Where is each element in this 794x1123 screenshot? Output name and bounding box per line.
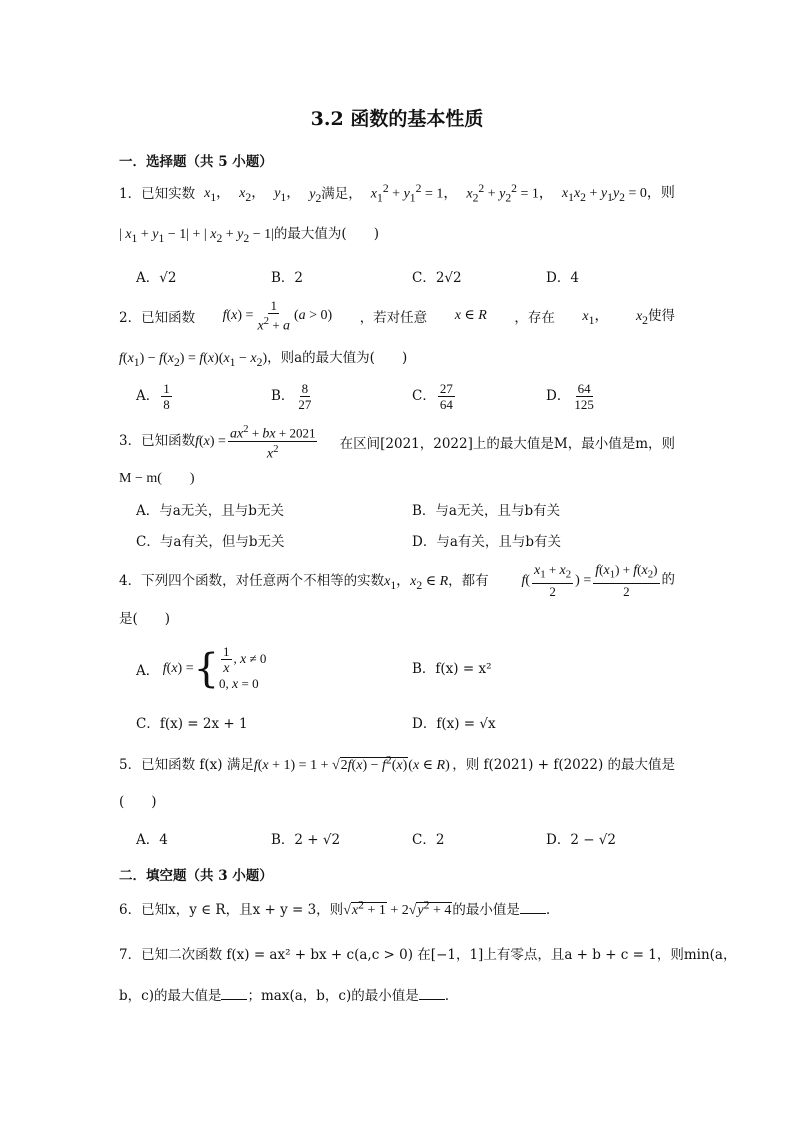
question-2-text-a: ，若对任意 xyxy=(359,309,428,326)
question-2-line-1: 2．已知函数 f(x) = $\frac{1}{x^2 + a}$ (a > 0) ，若对任意 x ∈ R ，存在 $x_1$， $x_2$使得 xyxy=(119,298,675,334)
question-3-option-d: D．与a有关，且与b有关 xyxy=(412,534,562,550)
question-6-text-b: 的最小值是 xyxy=(452,902,520,918)
question-4-option-c: C．f(x) = 2x + 1 xyxy=(136,716,248,732)
question-5-option-d: D．2 − √2 xyxy=(546,832,616,848)
question-2-line-2: $f(x_1) - f(x_2) = f(x)(x_1 - x_2)$，则a的最大值为( ) xyxy=(119,350,408,369)
question-3-number: 3．已知函数 xyxy=(119,433,196,450)
question-5-line-1: 5．已知函数 f(x) 满足$f(x + 1) = 1 + √2f(x) - f^2(x)(x$ ∈ R) ，则 f(2021) + f(2022) 的最大值是 xyxy=(119,753,675,773)
question-7-line-2: b，c)的最大值是 ；max(a，b，c)的最小值是 . xyxy=(119,988,450,1004)
question-4-option-b: B．f(x) = x² xyxy=(412,661,492,677)
brace-icon: { xyxy=(193,645,220,692)
question-5-text: ，则 f(2021) + f(2022) 的最大值是 xyxy=(452,757,675,773)
question-4-text: ，都有 xyxy=(448,572,489,589)
question-7-text-a: b，c)的最大值是 xyxy=(119,988,222,1004)
question-1-option-b: B．2 xyxy=(271,270,304,286)
question-7-line-1: 7．已知二次函数 f(x) = ax² + bx + c(a,c > 0) 在[−1，1]上有零点，且a + b + c = 1，则min(a， xyxy=(119,947,737,963)
question-4-option-a: A． f(x) = { $\frac{1}{x}$ , x ≠ 0 0, x = 0 xyxy=(136,644,267,692)
question-1-line-1: 1．已知实数 $x_1$， $x_2$， $y_1$， $y_2$满足， $x_1^2 + y_1^2 = 1$， $x_2^2 + y_2^2 = 1$， $x_1x_2 + y_1y_2 = 0$，则 xyxy=(119,182,675,205)
question-3-line-2: M − m( ) xyxy=(119,471,195,486)
question-4-option-d: D．f(x) = √x xyxy=(412,716,496,732)
question-1-number: 1．已知实数 xyxy=(119,186,196,202)
question-3-text: 在区间[2021，2022]上的最大值是M，最小值是m，则 xyxy=(339,435,675,452)
question-4-line-2: 是( ) xyxy=(119,611,171,627)
question-4-line-1: 4．下列四个函数，对任意两个不相等的实数$x_1$，$x_2$ ∈ R，都有 f( $\frac{x_1 + x_2}{2}$ ) = $\frac{f(x_1) + f(x_2)}{2}$ 的 xyxy=(119,562,675,599)
question-3-option-c: C．与a有关，但与b无关 xyxy=(136,534,285,550)
question-2-option-c: C． $\frac{27}{64}$ xyxy=(412,381,453,412)
question-2-option-d: D． $\frac{64}{125}$ xyxy=(546,381,594,412)
question-2-number: 2．已知函数 xyxy=(119,309,196,326)
question-5-option-b: B．2 + √2 xyxy=(271,832,341,848)
question-3-line-1: 3．已知函数f(x) = $\frac{ax^2 + bx + 2021}{x^2}$ 在区间[2021，2022]上的最大值是M，最小值是m，则 xyxy=(119,423,675,462)
section-heading-fill-in: 二．填空题（共 3 小题） xyxy=(119,868,273,884)
question-1-stem-end: 的最大值为( ) xyxy=(273,226,379,242)
answer-blank[interactable] xyxy=(520,901,546,914)
question-1-option-d: D．4 xyxy=(546,270,579,286)
question-5-number: 5．已知函数 f(x) 满足 xyxy=(119,757,254,773)
question-3-option-b: B．与a无关，且与b有关 xyxy=(412,503,561,519)
answer-blank[interactable] xyxy=(419,987,445,1000)
question-1-line-2: | $x_1 + y_1 - 1|$ + | $x_2 + y_2 - 1|$的最大值为( ) xyxy=(119,226,379,245)
question-7-text-b: ；max(a，b，c)的最小值是 xyxy=(247,988,419,1004)
question-2-text-b: ，存在 xyxy=(514,309,555,326)
question-3-option-a: A．与a无关，且与b无关 xyxy=(136,503,284,519)
page-title: 3.2 函数的基本性质 xyxy=(310,108,484,130)
question-6-text-a: 6．已知x，y ∈ R，且x + y = 3，则 xyxy=(119,902,344,918)
question-1-option-c: C．2√2 xyxy=(412,270,462,286)
question-5-option-c: C．2 xyxy=(412,832,445,848)
question-5-line-2: ( ) xyxy=(119,794,157,810)
question-2-option-a: A． $\frac{1}{8}$ xyxy=(136,381,170,412)
question-1-text: 满足， xyxy=(321,186,362,202)
answer-blank[interactable] xyxy=(221,987,247,1000)
question-2-text-c: 使得 xyxy=(648,308,675,325)
question-4-number: 4．下列四个函数，对任意两个不相等的实数 xyxy=(119,572,385,589)
question-6-line: 6．已知x，y ∈ R，且x + y = 3，则$√x^2 + 1 + 2√y^2 + 4$的最小值是 . xyxy=(119,898,551,918)
question-5-option-a: A．4 xyxy=(136,832,168,848)
question-4-text-end: 的 xyxy=(661,571,675,588)
question-2-option-b: B． $\frac{8}{27}$ xyxy=(271,381,312,412)
section-heading-choice: 一．选择题（共 5 小题） xyxy=(119,154,273,170)
question-2-stem-end: ，则a的最大值为( ) xyxy=(267,350,408,366)
question-1-option-a: A．√2 xyxy=(136,270,177,286)
